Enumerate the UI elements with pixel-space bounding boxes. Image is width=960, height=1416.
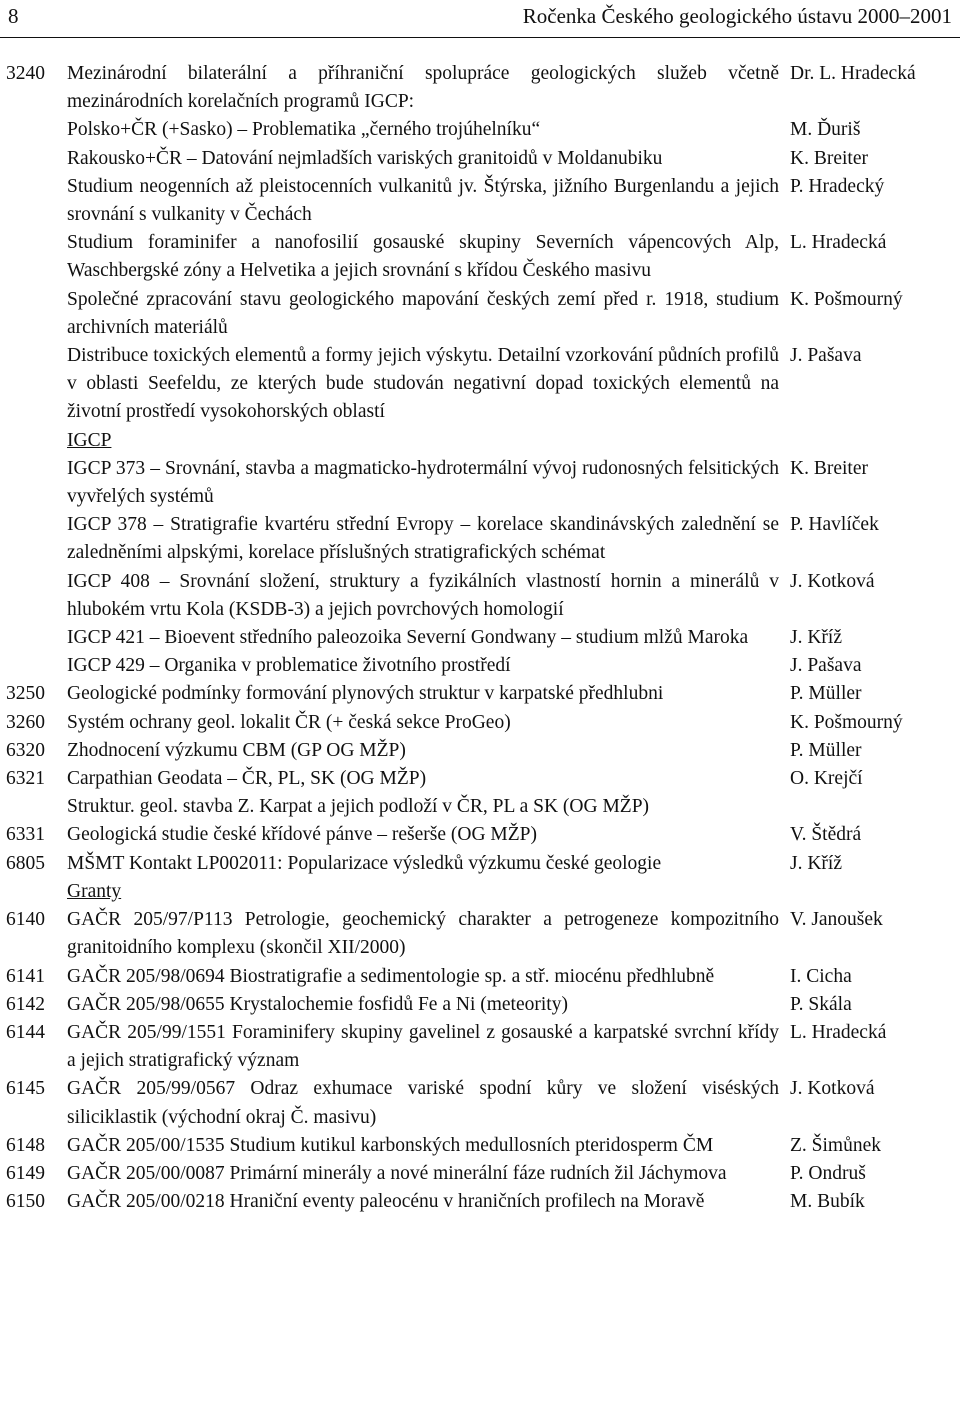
project-title: GAČR 205/00/0218 Hraniční eventy paleocénu v hraničních profilech na Moravě	[67, 1191, 705, 1213]
project-title: IGCP 429 – Organika v problematice životního prostředí	[67, 655, 511, 677]
project-entry	[0, 906, 960, 962]
project-entry	[0, 568, 960, 624]
project-entry	[0, 60, 960, 116]
project-author: K. Breiter	[790, 457, 868, 479]
project-entry	[0, 1160, 960, 1188]
project-title: Geologické podmínky formování plynových struktur v karpatské předhlubni	[67, 683, 664, 705]
project-code: 6140	[6, 909, 45, 931]
project-author: P. Havlíček	[790, 514, 879, 536]
project-title: Společné zpracování stavu geologického mapování českých zemí před r. 1918, studium archivních materiálů	[67, 288, 779, 338]
project-title: GAČR 205/98/0655 Krystalochemie fosfidů Fe a Ni (meteority)	[67, 993, 568, 1015]
project-title: Mezinárodní bilaterální a příhraniční spolupráce geologických služeb včetně mezinárodních korelačních programů IGCP:	[67, 63, 779, 113]
section-heading: IGCP	[67, 429, 112, 451]
project-entry	[0, 116, 960, 144]
project-list	[0, 60, 960, 1216]
project-author: J. Pašava	[790, 655, 862, 677]
project-entry	[0, 1019, 960, 1075]
project-author: J. Kříž	[790, 852, 842, 874]
project-entry	[0, 511, 960, 567]
project-author: J. Kříž	[790, 627, 842, 649]
project-author: V. Štědrá	[790, 824, 862, 846]
project-entry	[0, 709, 960, 737]
project-title: GAČR 205/99/0567 Odraz exhumace variské spodní kůry ve složení viséských siliciklastik (východní okraj Č. masivu)	[67, 1078, 779, 1128]
project-entry	[0, 652, 960, 680]
project-author: P. Hradecký	[790, 175, 885, 197]
project-title: IGCP 373 – Srovnání, stavba a magmaticko-hydrotermální vývoj rudonosných felsitických vyvřelých systémů	[67, 457, 779, 508]
project-author: K. Breiter	[790, 147, 868, 169]
project-code: 3250	[6, 683, 45, 705]
project-entry	[0, 1075, 960, 1131]
project-code: 6149	[6, 1162, 45, 1184]
project-title: GAČR 205/00/0087 Primární minerály a nové minerální fáze rudních žil Jáchymova	[67, 1162, 727, 1184]
project-author: P. Skála	[790, 993, 852, 1015]
project-author: M. Ďuriš	[790, 119, 861, 141]
project-entry	[0, 1188, 960, 1216]
project-author: Dr. L. Hradecká	[790, 63, 916, 84]
project-title: GAČR 205/98/0694 Biostratigrafie a sedimentologie sp. a stř. miocénu předhlubně	[67, 965, 715, 987]
project-title: IGCP 408 – Srovnání složení, struktury a fyzikálních vlastností hornin a minerálů v hlubokém vrtu Kola (KSDB-3) a jejich povrchových homologií	[67, 570, 779, 620]
project-author: J. Kotková	[790, 1078, 875, 1100]
project-entry	[0, 1132, 960, 1160]
project-code: 6805	[6, 852, 45, 874]
project-entry	[0, 821, 960, 849]
project-entry	[0, 793, 960, 821]
project-entry	[0, 173, 960, 229]
project-author: J. Pašava	[790, 345, 862, 367]
project-entry	[0, 342, 960, 427]
project-code: 6145	[6, 1078, 45, 1100]
project-title: Zhodnocení výzkumu CBM (GP OG MŽP)	[67, 739, 406, 761]
project-title: Struktur. geol. stavba Z. Karpat a jejich podloží v ČR, PL a SK (OG MŽP)	[67, 796, 650, 818]
project-code: 6331	[6, 824, 45, 846]
project-entry	[0, 765, 960, 793]
project-author: I. Cicha	[790, 965, 852, 987]
project-author: L. Hradecká	[790, 1021, 887, 1043]
project-title: Polsko+ČR (+Sasko) – Problematika „černého trojúhelníku“	[67, 119, 541, 141]
project-author: M. Bubík	[790, 1191, 865, 1213]
project-code: 6320	[6, 739, 45, 761]
project-entry	[0, 286, 960, 342]
project-entry	[0, 991, 960, 1019]
project-entry	[0, 737, 960, 765]
project-author: K. Pošmourný	[790, 711, 903, 733]
project-title: Geologická studie české křídové pánve – rešerše (OG MŽP)	[67, 824, 538, 846]
page-number: 8	[8, 4, 19, 28]
project-title: Studium foraminifer a nanofosilií gosauské skupiny Severních vápencových Alp, Waschbergské zóny a Helvetika a jejich srovnání s křídou Českého masivu	[67, 232, 779, 282]
section-heading: Granty	[67, 880, 122, 902]
project-title: MŠMT Kontakt LP002011: Popularizace výsledků výzkumu české geologie	[67, 852, 662, 874]
project-entry	[0, 145, 960, 173]
project-code: 3240	[6, 63, 45, 84]
project-code: 3260	[6, 711, 45, 733]
project-author: P. Müller	[790, 683, 862, 705]
project-code: 6141	[6, 965, 45, 987]
project-title: Distribuce toxických elementů a formy jejich výskytu. Detailní vzorkování půdních profilů v oblasti Seefeldu, ze kterých bude studován negativní dopad toxických elementů na životní prostředí vysokohorských oblastí	[67, 345, 779, 423]
header-rule	[0, 37, 960, 38]
project-entry	[0, 455, 960, 511]
project-code: 6321	[6, 768, 45, 790]
project-author: P. Müller	[790, 739, 862, 761]
project-title: IGCP 378 – Stratigrafie kvartéru střední Evropy – korelace skandinávských zalednění se zaledněními alpskými, korelace příslušných stratigrafických schémat	[67, 514, 779, 564]
project-entry	[0, 963, 960, 991]
project-title: Rakousko+ČR – Datování nejmladších variských granitoidů v Moldanubiku	[67, 147, 663, 169]
running-title: Ročenka Českého geologického ústavu 2000–2001	[522, 4, 952, 28]
project-title: GAČR 205/00/1535 Studium kutikul karbonských medullosních pteridosperm ČM	[67, 1134, 714, 1156]
project-code: 6150	[6, 1191, 45, 1213]
project-title: GAČR 205/97/P113 Petrologie, geochemický charakter a petrogeneze kompozitního granitoidního komplexu (skončil XII/2000)	[67, 909, 779, 959]
project-code: 6148	[6, 1134, 45, 1156]
project-author: V. Janoušek	[790, 909, 883, 931]
page-header	[0, 0, 960, 40]
project-entry	[0, 229, 960, 285]
project-author: O. Krejčí	[790, 768, 863, 790]
project-author: L. Hradecká	[790, 232, 887, 254]
project-code: 6142	[6, 993, 45, 1015]
project-title: Studium neogenních až pleistocenních vulkanitů jv. Štýrska, jižního Burgenlandu a jejich srovnání s vulkanity v Čechách	[67, 175, 779, 226]
project-title: GAČR 205/99/1551 Foraminifery skupiny gavelinel z gosauské a karpatské svrchní křídy a jejich stratigrafický význam	[67, 1021, 779, 1072]
project-entry	[0, 624, 960, 652]
project-entry	[0, 680, 960, 708]
project-author: P. Ondruš	[790, 1162, 866, 1184]
project-title: Systém ochrany geol. lokalit ČR (+ česká sekce ProGeo)	[67, 711, 511, 733]
project-code: 6144	[6, 1021, 45, 1043]
project-author: J. Kotková	[790, 570, 875, 592]
project-entry	[0, 850, 960, 878]
project-author: Z. Šimůnek	[790, 1134, 881, 1156]
project-title: Carpathian Geodata – ČR, PL, SK (OG MŽP)	[67, 768, 427, 790]
project-author: K. Pošmourný	[790, 288, 903, 310]
project-title: IGCP 421 – Bioevent středního paleozoika Severní Gondwany – studium mlžů Maroka	[67, 627, 749, 649]
